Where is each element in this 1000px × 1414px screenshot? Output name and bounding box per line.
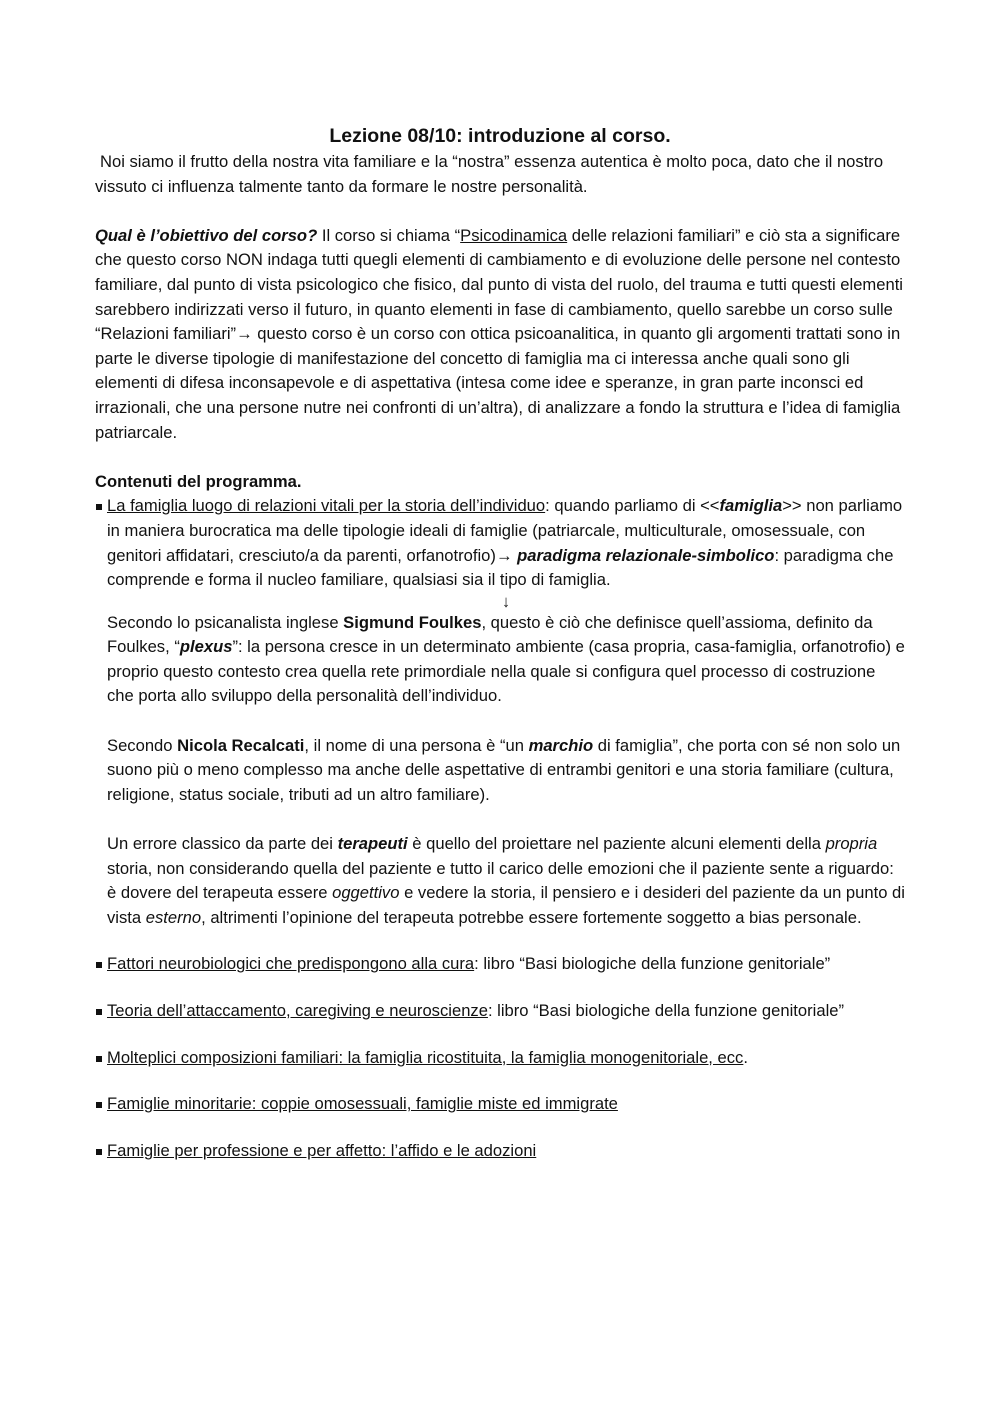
item4-title: Molteplici composizioni familiari: la famiglia ricostituita, la famiglia monogenitoriale, ecc: [107, 1047, 744, 1067]
item1-text-2: >> non parliamo in maniera burocratica ma delle tipologie ideali di famiglie (patriarcale, multiculturale, omosessuale, con genitori affidatari, cresciuto/a da parenti, orfanotrofio)→: [107, 496, 903, 565]
recalcati-paragraph: [107, 734, 905, 808]
terapeuti-term: terapeuti: [337, 834, 408, 854]
square-bullet-icon: [96, 1056, 102, 1062]
lesson-title: Lezione 08/10: introduzione al corso.: [329, 125, 671, 147]
square-bullet-icon: [96, 1009, 102, 1015]
item3-text: [107, 999, 905, 1024]
program-list: [95, 494, 905, 1163]
item2-text: [107, 952, 905, 977]
objective-paragraph: [95, 224, 905, 445]
recalcati-text-a: Secondo: [107, 735, 178, 755]
foulkes-text-a: Secondo lo psicanalista inglese: [107, 612, 344, 632]
recalcati-name: Nicola Recalcati: [177, 735, 305, 755]
errore-text-a: Un errore classico da parte dei: [107, 834, 338, 854]
list-item: [95, 1046, 905, 1071]
list-item: [95, 494, 905, 930]
errore-text-d: e vedere la storia, il pensiero e i desideri del paziente da un punto di vista: [107, 883, 905, 927]
intro-paragraph: Noi siamo il frutto della nostra vita familiare e la “nostra” essenza autentica è molto poca, dato che il nostro vissuto ci influenza talmente tanto da formare le nostre personalità.: [95, 152, 884, 196]
foulkes-paragraph: [107, 611, 905, 709]
objective-text-before: Il corso si chiama “: [317, 225, 461, 245]
item4-rest: .: [743, 1047, 748, 1067]
marchio-term: marchio: [528, 735, 594, 755]
foulkes-text-c: ”: la persona cresce in un determinato ambiente (casa propria, casa-famiglia, orfanotrofio) e proprio questo contesto crea quella rete primordiale nella quale si configura quel processo di costruzione che porta allo sviluppo della personalità dell’individuo.: [107, 637, 905, 706]
item1-text-3: : paradigma che comprende e forma il nucleo familiare, qualsiasi sia il tipo di famiglia.: [107, 545, 894, 590]
item1-intro: [107, 494, 905, 592]
item5-title: Famiglie minoritarie: coppie omosessuali, famiglie miste ed immigrate: [107, 1094, 618, 1114]
item1-text-1: : quando parliamo di <<: [545, 496, 720, 516]
propria-term: propria: [825, 834, 878, 854]
item1-paradigma: paradigma relazionale-simbolico: [517, 545, 775, 565]
square-bullet-icon: [96, 1102, 102, 1108]
item3-title: Teoria dell’attaccamento, caregiving e neuroscienze: [107, 1001, 488, 1020]
item2-rest: : libro “Basi biologiche della funzione genitoriale”: [474, 954, 831, 974]
errore-text-c: storia, non considerando quella del paziente e tutto il carico delle emozioni che il paziente sente a riguardo: è dovere del terapeuta essere: [107, 858, 894, 903]
square-bullet-icon: [96, 962, 102, 968]
item1-famiglia: famiglia: [719, 496, 783, 516]
item6-title: Famiglie per professione e per affetto: l’affido e le adozioni: [107, 1140, 537, 1160]
list-item: [95, 999, 905, 1024]
esterno-term: esterno: [145, 907, 202, 927]
square-bullet-icon: [96, 504, 102, 510]
errore-paragraph: [107, 832, 905, 930]
square-bullet-icon: [96, 1149, 102, 1155]
down-arrow-icon: ↓: [501, 591, 511, 611]
objective-text-after: delle relazioni familiari” e ciò sta a significare che questo corso NON indaga tutti quegli elementi di cambiamento e di evoluzione delle persone nel contesto familiare, dal punto di vista psicologico che fisico, dal punto di vista del ruolo, del trauma e tutti questi elementi sarebbero indirizzati verso il futuro, in quanto elementi in fase di cambiamento, quello sarebbe un corso sulle “Relazioni familiari”→ questo corso è un corso con ottica psicoanalitica, in quanto gli argomenti trattati sono in parte le diverse tipologie di manifestazione del concetto di famiglia ma ci interessa anche quali sono gli elementi di difesa inconsapevole e di aspettativa (intesa come idee e speranze, in gran parte inconsci ed irrazionali, che una persone nutre nei confronti di un’altra), di analizzare a fondo la struttura e l’idea di famiglia patriarcale.: [95, 225, 903, 442]
list-item: [95, 1139, 905, 1164]
foulkes-text-b: , questo è ciò che definisce quell’assioma, definito da Foulkes, “: [107, 612, 873, 657]
foulkes-name: Sigmund Foulkes: [343, 612, 482, 632]
plexus-term: plexus: [179, 637, 233, 657]
item2-title: Fattori neurobiologici che predispongono alla cura: [107, 954, 475, 974]
recalcati-text-c: di famiglia”, che porta con sé non solo un suono più o meno complesso ma anche delle aspettative di entrambi genitori e una storia familiare (cultura, religione, status sociale, tributi ad un altro familiare).: [107, 735, 901, 804]
errore-text-e: , altrimenti l’opinione del terapeuta potrebbe essere fortemente soggetto a bias personale.: [201, 907, 862, 927]
list-item: [95, 1092, 905, 1117]
oggettivo-term: oggettivo: [332, 883, 400, 903]
item1-title: La famiglia luogo di relazioni vitali per la storia dell’individuo: [107, 496, 546, 516]
recalcati-text-b: , il nome di una persona è “un: [304, 735, 529, 755]
item3-rest: : libro “Basi biologiche della funzione genitoriale”: [487, 1001, 845, 1020]
objective-question: Qual è l’obiettivo del corso?: [95, 225, 318, 245]
item4-text: [107, 1046, 905, 1071]
list-item: [95, 952, 905, 977]
item6-text: [107, 1139, 905, 1164]
program-heading: Contenuti del programma.: [95, 471, 302, 491]
document-content: [95, 122, 905, 1163]
item5-text: [107, 1092, 905, 1117]
course-name: Psicodinamica: [460, 225, 568, 245]
errore-text-b: è quello del proiettare nel paziente alcuni elementi della: [407, 834, 826, 854]
